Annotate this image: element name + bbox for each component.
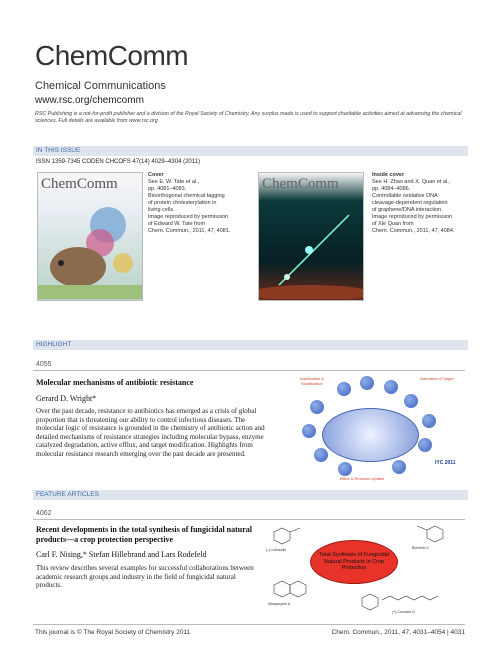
inside-cover-caption	[372, 172, 482, 235]
figure-label-inactivation: Inactivation & Modification	[299, 376, 324, 386]
cover-caption	[148, 172, 253, 235]
synthesis-oval: Total Synthesis of Fungicidal Natural Products in Crop Protection	[310, 540, 398, 584]
cover-line: living cells.	[148, 207, 175, 213]
cover-line: Bioorthogonal chemical tagging	[148, 193, 225, 199]
highlight-band: HIGHLIGHT	[33, 340, 468, 350]
highlight-author: Gerard D. Wright*	[36, 394, 97, 403]
figure-node	[314, 448, 328, 462]
cover-line: of Edward W. Tate from	[148, 221, 206, 227]
cover-line: See E. W. Tate et al.,	[148, 179, 200, 185]
inside-cover-heading: Inside cover	[372, 172, 405, 178]
molecule-label: Allosporynin A	[268, 602, 291, 606]
journal-title: ChemComm	[35, 40, 189, 71]
molecule-label: (+)-Crocacin D	[392, 610, 415, 614]
cover-artwork	[38, 195, 142, 299]
inside-cover-line: pp. 4084–4086.	[372, 186, 411, 192]
figure-node	[404, 394, 418, 408]
figure-label-efflux: Efflux & Reduced Uptake	[339, 476, 385, 481]
highlight-page-number: 4055	[36, 361, 52, 368]
cell-ellipse	[322, 408, 419, 462]
iyc-logo: IYC 2011	[435, 460, 456, 466]
highlight-figure	[292, 372, 462, 487]
cover-thumb-title: ChemComm	[41, 176, 118, 192]
feature-title[interactable]: Recent developments in the total synthesis of fungicidal natural products—a crop protection perspective	[36, 525, 252, 544]
publisher-disclaimer: RSC Publishing is a not-for-profit publisher and a division of the Royal Society of Chemistry. Any surplus made is used to support charitable activities aimed at advancing the chemical sciences. Full details are available from www.rsc.org	[35, 111, 462, 124]
figure-node	[392, 460, 406, 474]
inside-cover-line: Chem. Commun., 2011, 47, 4084.	[372, 228, 455, 234]
figure-node	[337, 382, 351, 396]
feature-articles-band: FEATURE ARTICLES	[33, 490, 468, 500]
figure-node	[310, 400, 324, 414]
feature-abstract: This review describes several examples for successful collaborations between academic research groups and industry in the field of fungicidal natural products.	[36, 564, 254, 590]
footer-citation: Chem. Commun., 2011, 47, 4031–4054 | 4031	[331, 629, 465, 636]
molecule-label: (–)-Lolineolin	[266, 548, 287, 552]
highlight-divider	[33, 370, 465, 371]
journal-subtitle: Chemical Communications	[35, 80, 166, 92]
inside-cover-line: Image reproduced by permission	[372, 214, 453, 220]
highlight-title[interactable]: Molecular mechanisms of antibiotic resistance	[36, 378, 194, 387]
feature-authors: Carl F. Nising,* Stefan Hillebrand and Lars Rodefeld	[36, 550, 207, 559]
figure-node	[418, 438, 432, 452]
molecule-label: Brevimin C	[412, 546, 430, 550]
inside-cover-artwork	[259, 195, 363, 299]
figure-label-alteration: Alteration of Target	[420, 376, 454, 381]
figure-node	[338, 462, 352, 476]
cover-line: Chem. Commun., 2011, 47, 4081.	[148, 228, 231, 234]
issn-line: ISSN 1359-7345 CODEN CHCOFS 47(14) 4029–4304 (2011)	[36, 159, 200, 165]
cover-heading: Cover	[148, 172, 164, 178]
figure-node	[302, 424, 316, 438]
feature-page-number: 4062	[36, 510, 52, 517]
in-this-issue-band: IN THIS ISSUE	[33, 146, 468, 156]
cover-line: pp. 4081–4083.	[148, 186, 187, 192]
inside-cover-line: See H. Zhao and X. Quan et al.,	[372, 179, 451, 185]
figure-node	[384, 380, 398, 394]
footer-copyright: This journal is © The Royal Society of Chemistry 2011	[35, 629, 191, 636]
cover-line: Image reproduced by permission	[148, 214, 229, 220]
footer-divider	[33, 624, 465, 625]
cover-line: of protein cholesterylation in	[148, 200, 217, 206]
highlight-abstract: Over the past decade, resistance to antibiotics has emerged as a crisis of global proportion that is threatening our ability to control infectious diseases. The molecular logic of resistance is grounded in the chemistry of antibiotic action and detailed mechanisms of resistance strategies including molecular bypass, enzyme catalyzed degradation, active efflux, and target modification. Highlights from molecular resistance research emerging over the past decade are presented.	[36, 407, 265, 458]
cover-thumbnail[interactable]	[37, 172, 143, 301]
journal-url[interactable]: www.rsc.org/chemcomm	[35, 95, 144, 106]
inside-cover-line: of Xie Quan from	[372, 221, 414, 227]
inside-cover-thumb-title: ChemComm	[262, 176, 339, 192]
figure-node	[360, 376, 374, 390]
figure-node	[422, 414, 436, 428]
inside-cover-line: Controllable oxidative DNA	[372, 193, 438, 199]
inside-cover-line: cleavage-dependent regulation	[372, 200, 448, 206]
inside-cover-line: of graphene/DNA interaction.	[372, 207, 443, 213]
feature-figure	[262, 520, 467, 620]
inside-cover-thumbnail[interactable]	[258, 172, 364, 301]
